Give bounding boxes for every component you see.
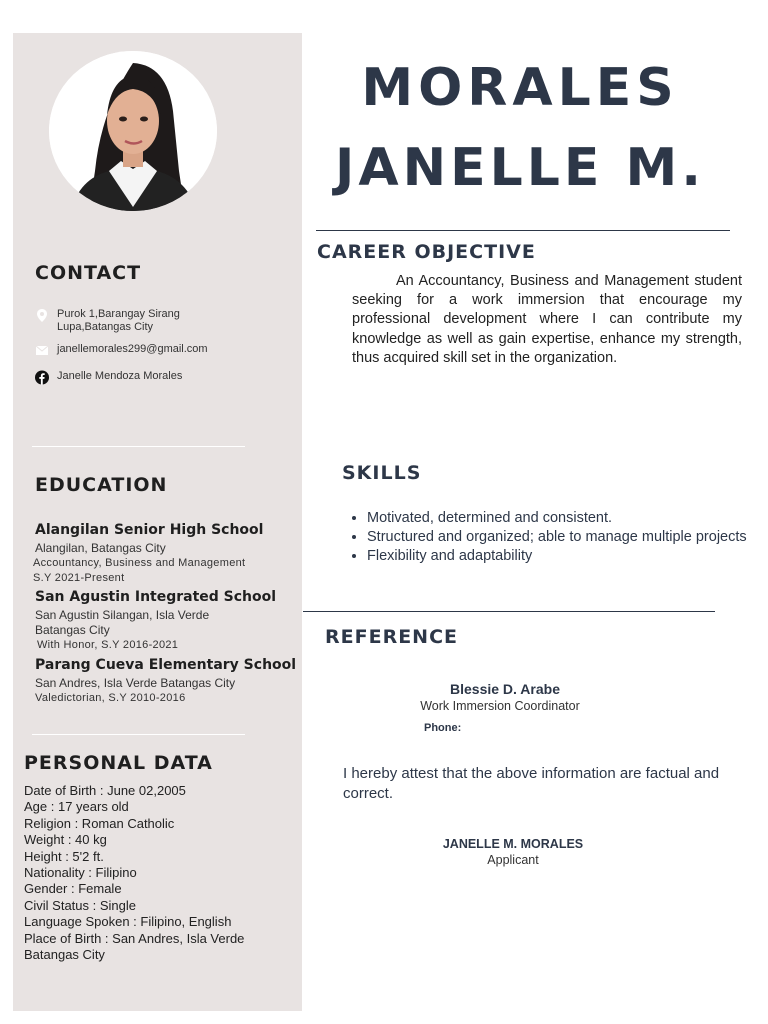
signer-name: JANELLE M. MORALES bbox=[442, 837, 584, 851]
contact-address bbox=[35, 308, 207, 334]
attestation-text: I hereby attest that the above information are factual and correct. bbox=[343, 765, 720, 802]
skill-item: • Structured and organized; able to manage multiple projects bbox=[367, 528, 751, 547]
school-detail: S.Y 2021-Present bbox=[33, 572, 125, 584]
given-name-title: JANELLE M. bbox=[334, 138, 706, 198]
education-heading: EDUCATION bbox=[35, 474, 168, 496]
envelope-icon bbox=[35, 343, 49, 357]
section-divider bbox=[303, 611, 715, 612]
school-detail: Alangilan, Batangas City bbox=[35, 541, 166, 555]
school-detail: San Andres, Isla Verde Batangas City bbox=[35, 676, 236, 690]
education-entry bbox=[33, 589, 299, 653]
personal-item: Religion : Roman Catholic bbox=[24, 815, 175, 831]
school-detail: Accountancy, Business and Management bbox=[33, 557, 246, 569]
sidebar-divider bbox=[32, 734, 245, 735]
contact-email bbox=[35, 343, 208, 357]
school-detail: Batangas City bbox=[35, 623, 110, 637]
signer-role: Applicant bbox=[487, 853, 539, 867]
contact-facebook bbox=[35, 370, 182, 384]
reference-heading: REFERENCE bbox=[325, 626, 459, 648]
contact-heading: CONTACT bbox=[35, 262, 142, 284]
career-objective-heading: CAREER OBJECTIVE bbox=[317, 241, 536, 263]
surname-title: MORALES bbox=[361, 58, 679, 118]
school-detail: San Agustin Silangan, Isla Verde bbox=[35, 608, 210, 622]
personal-item: Gender : Female bbox=[24, 881, 122, 897]
personal-item: Language Spoken : Filipino, English bbox=[24, 914, 232, 930]
skill-item: • Flexibility and adaptability bbox=[367, 547, 751, 566]
skills-heading: SKILLS bbox=[342, 462, 422, 484]
personal-item: Batangas City bbox=[24, 947, 105, 963]
contact-facebook-text[interactable]: Janelle Mendoza Morales bbox=[57, 370, 183, 382]
personal-item: Nationality : Filipino bbox=[24, 865, 137, 881]
school-name: Alangilan Senior High School bbox=[35, 522, 264, 538]
personal-item: Weight : 40 kg bbox=[24, 832, 107, 848]
skill-item: • Motivated, determined and consistent. bbox=[367, 509, 751, 528]
personal-item: Date of Birth : June 02,2005 bbox=[24, 783, 186, 798]
facebook-icon bbox=[35, 370, 49, 384]
contact-email-text[interactable]: janellemorales299@gmail.com bbox=[57, 343, 208, 355]
personal-item: Height : 5'2 ft. bbox=[24, 848, 104, 864]
reference-name: Blessie D. Arabe bbox=[450, 681, 560, 697]
avatar bbox=[49, 51, 217, 211]
profile-photo bbox=[49, 51, 217, 211]
contact-address-text: Purok 1,Barangay Sirang Lupa,Batangas City bbox=[57, 308, 180, 333]
sidebar-divider bbox=[32, 446, 245, 447]
school-name: San Agustin Integrated School bbox=[35, 589, 277, 605]
reference-role: Work Immersion Coordinator bbox=[420, 699, 580, 713]
personal-item: Place of Birth : San Andres, Isla Verde bbox=[24, 930, 245, 946]
personal-item: Age : 17 years old bbox=[24, 799, 129, 815]
personal-item: Civil Status : Single bbox=[24, 897, 136, 913]
education-entry bbox=[33, 522, 299, 586]
school-detail: Valedictorian, S.Y 2010-2016 bbox=[35, 692, 186, 704]
skills-list bbox=[349, 509, 751, 566]
school-detail: With Honor, S.Y 2016-2021 bbox=[37, 639, 179, 651]
education-entry bbox=[33, 657, 299, 706]
personal-data-heading: PERSONAL DATA bbox=[24, 752, 213, 774]
reference-phone-label: Phone: bbox=[424, 722, 462, 734]
location-pin-icon bbox=[35, 308, 49, 322]
personal-data-list bbox=[24, 783, 294, 963]
school-name: Parang Cueva Elementary School bbox=[35, 657, 297, 673]
career-objective-text: An Accountancy, Business and Management student seeking for a work immersion that encourage my professional development where I can contribute my knowledge as well as gain expertise, enhance my strength, thus acquired skill set in the organization. bbox=[352, 273, 742, 366]
header-divider bbox=[316, 230, 730, 231]
